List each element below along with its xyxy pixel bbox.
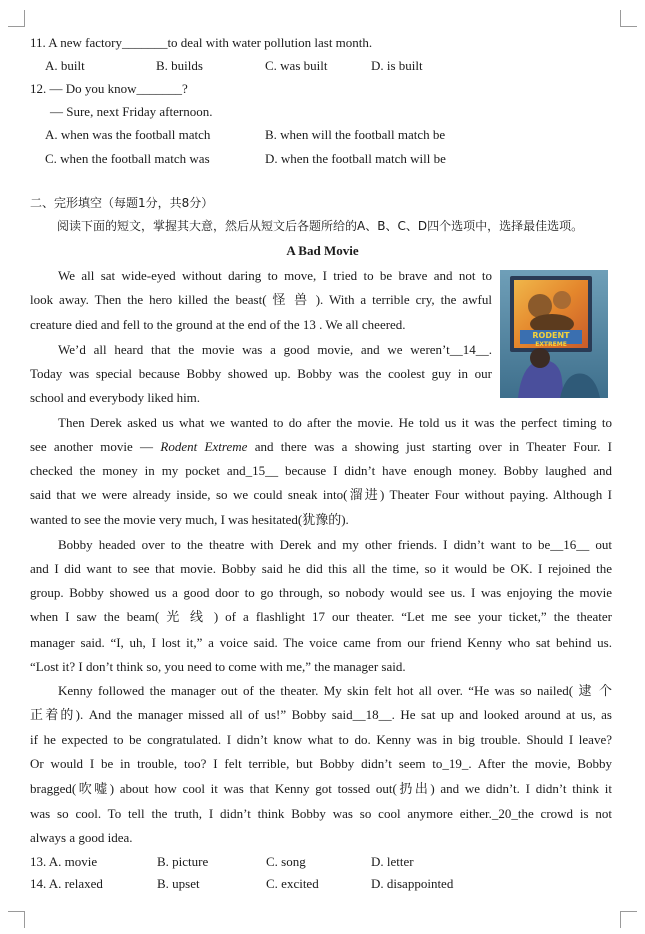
q11-option-c: C. was built bbox=[265, 58, 328, 73]
q13-option-c: C. song bbox=[266, 854, 306, 869]
passage-line: Today was special because Bobby showed up. Bobby was the coolest guy in our bbox=[30, 366, 492, 381]
q12-option-d: D. when the football match will be bbox=[265, 151, 446, 166]
passage-line: “Lost it? I don’t think so, you need to come with me,” the manager said. bbox=[30, 659, 406, 674]
passage-line: bragged(吹嘘) about how cool it was that Kenny got tossed out(扔出) and we didn’t. I didn’t think it bbox=[30, 781, 612, 796]
passage-line: Kenny followed the manager out of the theater. My skin felt hot all over. “He was so nailed( 逮 个 bbox=[58, 683, 612, 698]
passage-line: 正着的). And the manager missed all of us!” Bobby said__18__. He sat up and looked around at us, as bbox=[30, 707, 612, 722]
q13-option-a: 13. A. movie bbox=[30, 854, 98, 869]
passage-line: school and everybody liked him. bbox=[30, 390, 201, 405]
q13-option-d: D. letter bbox=[371, 854, 414, 869]
q11-option-b: B. builds bbox=[156, 58, 203, 73]
passage-line: Or would I be in trouble, too? I felt terrible, but Bobby didn’t seem to_19_. After the movie, Bobby bbox=[30, 756, 612, 771]
q14-option-a: 14. A. relaxed bbox=[30, 876, 103, 891]
q13-option-b: B. picture bbox=[157, 854, 209, 869]
q12-option-c: C. when the football match was bbox=[45, 151, 210, 166]
passage-line: wanted to see the movie very much, I was hesitated(犹豫的). bbox=[30, 512, 349, 527]
poster-title-bottom: EXTREME bbox=[535, 341, 567, 348]
poster-title-top: RODENT bbox=[532, 331, 570, 340]
q12-option-b: B. when will the football match be bbox=[265, 127, 446, 142]
q11-option-a: A. built bbox=[45, 58, 85, 73]
passage-line: when I saw the beam( 光 线 ) of a flashlight 17 our theater. “Let me see your ticket,” the theater bbox=[30, 609, 612, 624]
q11-stem: 11. A new factory_______to deal with water pollution last month. bbox=[30, 35, 373, 50]
passage-line: said that we were already inside, so we could sneak into(溜进) Theater Four without paying. Although I bbox=[30, 487, 612, 502]
q12-reply: — Sure, next Friday afternoon. bbox=[50, 104, 213, 119]
passage-line: look away. Then the hero killed the beast( 怪 兽 ). With a terrible cry, the awful bbox=[30, 292, 492, 307]
corner-mark-bottom-right bbox=[620, 911, 637, 928]
passage-line: and I did want to see that movie. Bobby said he did this all the time, so it would be OK. I rejoined the bbox=[30, 561, 612, 576]
section-heading: 二、完形填空（每题1分，共8分） bbox=[30, 196, 214, 210]
corner-mark-top-left bbox=[8, 10, 25, 27]
q11-option-d: D. is built bbox=[371, 58, 423, 73]
q14-option-c: C. excited bbox=[266, 876, 319, 891]
passage-line: creature died and fell to the ground at the end of the 13 . We all cheered. bbox=[30, 317, 406, 332]
q14-option-d: D. disappointed bbox=[371, 876, 454, 891]
q12-option-a: A. when was the football match bbox=[45, 127, 211, 142]
passage-line-rodent-extreme: see another movie — Rodent Extreme and there was a showing just starting over in Theater Four. I bbox=[30, 439, 612, 454]
passage-line: always a good idea. bbox=[30, 830, 133, 845]
passage-line: Then Derek asked us what we wanted to do after the movie. He told us it was the perfect timing to bbox=[58, 415, 612, 430]
passage-line: checked the money in my pocket and_15__ because I didn’t have enough money. Bobby laughed and bbox=[30, 463, 612, 478]
corner-mark-top-right bbox=[620, 10, 637, 27]
passage-line: group. Bobby showed us a good door to go through, so nobody would see us. I was enjoying the movie bbox=[30, 585, 612, 600]
passage-line: was so cool. To tell the truth, I didn’t think Bobby was so cool anymore either._20_the crowd is not bbox=[30, 806, 612, 821]
passage-line: manager said. “I, uh, I lost it,” a voice said. The voice came from our friend Kenny who sat behind us. bbox=[30, 635, 612, 650]
q12-stem: 12. — Do you know_______? bbox=[30, 81, 188, 96]
section-instruction: 阅读下面的短文，掌握其大意，然后从短文后各题所给的A、B、C、D四个选项中，选择最佳选项。 bbox=[57, 219, 584, 233]
q14-option-b: B. upset bbox=[157, 876, 200, 891]
passage-line: if he expected to be congratulated. I didn’t know what to do. Kenny was in big trouble. Should I leave? bbox=[30, 732, 612, 747]
movie-poster-image bbox=[500, 270, 608, 398]
passage-line: We’d all heard that the movie was a good movie, and we weren’t__14__. bbox=[58, 342, 492, 357]
passage-line: We all sat wide-eyed without daring to move, I tried to be brave and not to bbox=[58, 268, 492, 283]
passage-line: Bobby headed over to the theatre with Derek and my other friends. I didn’t want to be__16__ out bbox=[58, 537, 612, 552]
corner-mark-bottom-left bbox=[8, 911, 25, 928]
passage-title: A Bad Movie bbox=[286, 243, 359, 258]
